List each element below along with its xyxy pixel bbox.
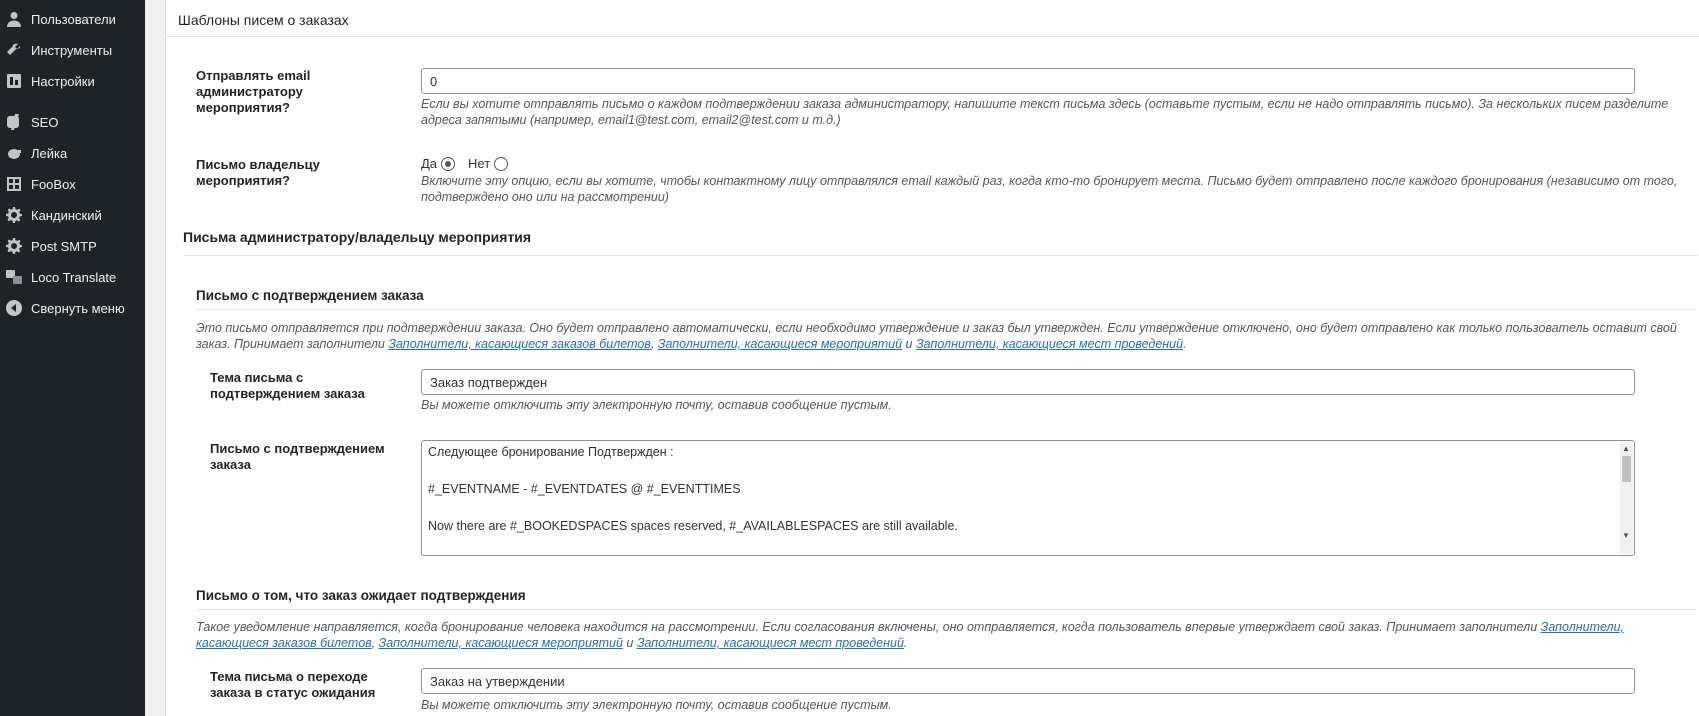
radio-yes[interactable] (441, 157, 455, 171)
sidebar-item-label: Post SMTP (31, 238, 97, 254)
pending-subject-label: Тема письма о переходе заказа в статус ожидания (210, 669, 376, 700)
pending-subject-help: Вы можете отключить эту электронную почту, оставив сообщение пустым. (421, 698, 892, 712)
admin-email-help: Если вы хотите отправлять письмо о каждом подтверждении заказа администратору, напишите текст письма здесь (оставьте пустым, если не надо отправлять письмо). За нескольких писем разделите адреса запятыми (например, email1@test.com, email2@test.com и т.д.) (421, 97, 1669, 127)
sidebar-item-label: Инструменты (31, 42, 113, 58)
sidebar-item-users[interactable] (0, 4, 145, 34)
sidebar-item-kandinsky[interactable] (0, 200, 145, 230)
admin-sidebar (0, 0, 145, 716)
radio-no-label: Нет (468, 156, 491, 171)
placeholders-events-link[interactable]: Заполнители, касающиеся мероприятий (657, 337, 903, 351)
owner-email-radio-group (421, 156, 508, 171)
gear-icon (6, 238, 22, 254)
confirmed-body-textarea[interactable] (421, 440, 1635, 556)
placeholders-locations-link[interactable]: Заполнители, касающиеся мест проведений (636, 636, 904, 650)
sidebar-item-label: SEO (31, 114, 59, 130)
owner-email-label: Письмо владельцу мероприятия? (196, 157, 320, 188)
main-content (165, 0, 1699, 716)
gear-icon (6, 207, 22, 223)
collapse-menu-button[interactable] (0, 293, 145, 323)
divider (196, 309, 1696, 310)
placeholders-bookings-link[interactable]: Заполнители, касающиеся заказов билетов (388, 337, 651, 351)
placeholders-locations-link[interactable]: Заполнители, касающиеся мест проведений (915, 337, 1184, 351)
confirmed-email-title: Письмо с подтверждением заказа (196, 288, 424, 303)
collapse-icon (6, 300, 22, 316)
sidebar-item-label: Лейка (31, 145, 68, 161)
scroll-up-icon[interactable]: ▲ (1622, 444, 1630, 453)
scroll-down-icon[interactable]: ▼ (1622, 531, 1630, 540)
admin-email-label: Отправлять email администратору мероприятия? (196, 68, 311, 115)
divider (196, 609, 1696, 610)
sidebar-item-label: Loco Translate (31, 269, 117, 285)
placeholders-events-link[interactable]: Заполнители, касающиеся мероприятий (378, 636, 623, 650)
radio-no[interactable] (494, 157, 508, 171)
textarea-scrollbar[interactable] (1620, 442, 1633, 554)
admin-email-input[interactable] (421, 68, 1635, 94)
sidebar-item-foobox[interactable] (0, 169, 145, 199)
divider (183, 255, 1698, 256)
sidebar-item-label: Свернуть меню (31, 300, 125, 316)
sidebar-item-settings[interactable] (0, 66, 145, 96)
placeholders-bookings-link[interactable]: Заполнители, касающиеся заказов билетов (196, 620, 1625, 650)
section-title: Шаблоны писем о заказах (178, 12, 349, 28)
sidebar-item-loco-translate[interactable] (0, 262, 145, 292)
sidebar-item-label: Пользователи (31, 11, 116, 27)
wrench-icon (6, 42, 22, 58)
user-icon (6, 11, 22, 27)
confirmed-subject-input[interactable] (421, 369, 1635, 395)
pending-subject-input[interactable] (421, 668, 1635, 694)
sidebar-item-label: Настройки (31, 73, 95, 89)
sidebar-item-post-smtp[interactable] (0, 231, 145, 261)
textarea-line: Now there are #_BOOKEDSPACES spaces reserved, #_AVAILABLESPACES are still available. (428, 519, 958, 533)
translate-icon (6, 269, 22, 285)
yoast-seo-icon (6, 114, 22, 130)
sidebar-item-label: Кандинский (31, 207, 102, 223)
scrollbar-thumb[interactable] (1622, 456, 1631, 482)
divider (166, 36, 1699, 37)
pending-email-title: Письмо о том, что заказ ожидает подтверждения (196, 588, 526, 603)
leyka-icon (6, 145, 22, 161)
confirmed-subject-help: Вы можете отключить эту электронную почту, оставив сообщение пустым. (421, 398, 892, 412)
pending-email-desc: Такое уведомление направляется, когда бронирование человека находится на рассмотрении. Если согласования включены, оно отправляется, когда пользователь впервые утверждает свой заказ. Принимает заполнители Заполнители, касающиеся заказов билетов, Заполнители, касающиеся мероприятий и Заполнители, касающиеся мест проведений. (196, 620, 1625, 650)
textarea-line: #_EVENTNAME - #_EVENTDATES @ #_EVENTTIMES (428, 482, 741, 496)
sidebar-item-seo[interactable] (0, 107, 145, 137)
sidebar-item-leyka[interactable] (0, 138, 145, 168)
settings-icon (6, 73, 22, 89)
confirmed-email-desc: Это письмо отправляется при подтверждении заказа. Оно будет отправлено автоматически, если необходимо утверждение и заказ был утвержден. Если утверждение отключено, оно будет отправлено как только пользователь оставит свой заказ. Принимает заполнители Заполнители, касающиеся заказов билетов, Заполнители, касающиеся мероприятий и Заполнители, касающиеся мест проведений. (196, 321, 1677, 351)
owner-email-help: Включите эту опцию, если вы хотите, чтобы контактному лицу отправлялся email каждый раз, когда кто-то бронирует места. Письмо будет отправлено после каждого бронирования (независимо от того, подтверждено оно или на рассмотрении) (421, 174, 1678, 204)
radio-yes-label: Да (421, 156, 438, 171)
confirmed-subject-label: Тема письма с подтверждением заказа (210, 370, 365, 401)
foobox-icon (6, 176, 22, 192)
sidebar-item-label: FooBox (31, 176, 76, 192)
confirmed-body-label: Письмо с подтверждением заказа (210, 441, 385, 472)
textarea-line: Следующее бронирование Подтвержден : (428, 445, 674, 459)
admin-owner-header: Письма администратору/владельцу мероприятия (183, 229, 532, 245)
sidebar-item-tools[interactable] (0, 35, 145, 65)
